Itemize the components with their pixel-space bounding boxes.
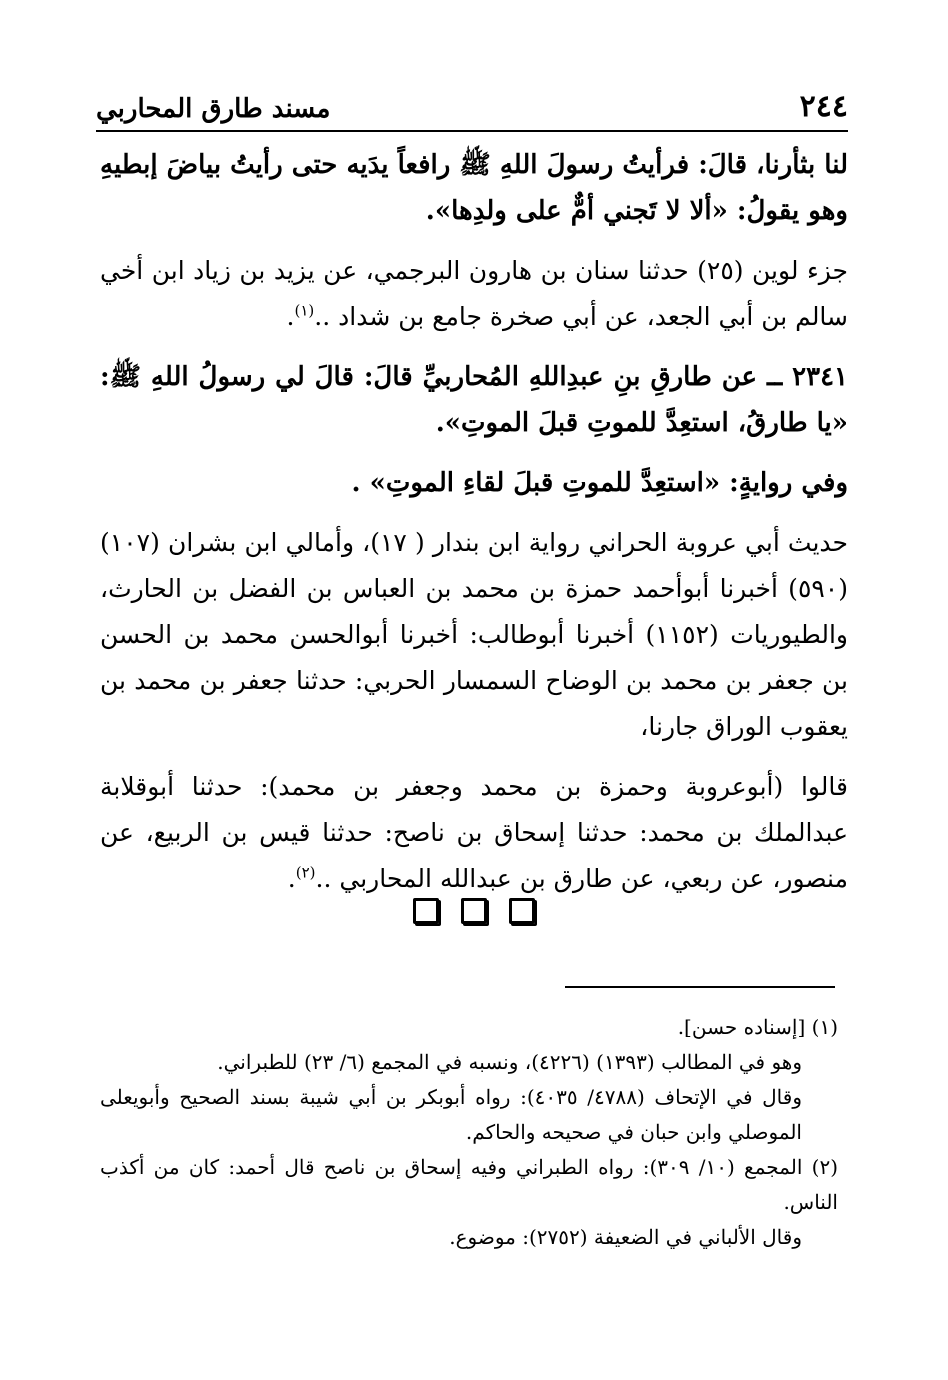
main-text	[100, 142, 848, 916]
hadith-variant: وفي روايةٍ: «استعِدَّ للموتِ قبلَ لقاءِ الموتِ» .	[351, 468, 848, 498]
takhrij-text-1: جزء لوين (٢٥) حدثنا سنان بن هارون البرجمي، عن يزيد بن زياد ابن أخي سالم بن أبي الجعد، عن أبي صخرة جامع بن شداد ..	[100, 256, 848, 331]
divider-square	[461, 898, 487, 924]
section-divider	[0, 898, 948, 924]
footnotes	[100, 1010, 838, 1255]
page-number: ٢٤٤	[799, 89, 848, 124]
hadith-continuation: لنا بثأرنا، قالَ: فرأيتُ رسولَ اللهِ ﷺ رافعاً يدَيه حتى رأيتُ بياضَ إبطيهِ وهو يقولُ: «ألا لا تَجني أمٌّ على ولدِها».	[100, 150, 848, 226]
takhrij-text-3: قالوا (أبوعروبة وحمزة بن محمد وجعفر بن محمد): حدثنا أبوقلابة عبدالملك بن محمد: حدثنا إسحاق بن ناصح: حدثنا قيس بن الربيع، عن منصور، عن ربعي، عن طارق بن عبدالله المحاربي ..	[100, 772, 848, 893]
takhrij-paragraph-3: قالوا (أبوعروبة وحمزة بن محمد وجعفر بن محمد): حدثنا أبوقلابة عبدالملك بن محمد: حدثنا إسحاق بن ناصح: حدثنا قيس بن الربيع، عن منصور، عن ربعي، عن طارق بن عبدالله المحاربي ..$^{(٢)}$.	[100, 772, 848, 893]
page-header	[96, 82, 848, 132]
footnote-2-line-2: وقال الألباني في الضعيفة (٢٧٥٢): موضوع.	[449, 1225, 802, 1249]
divider-square	[413, 898, 439, 924]
divider-square	[509, 898, 535, 924]
footnote-rule	[565, 986, 835, 988]
hadith-2341: ٢٣٤١ ــ عن طارقِ بنِ عبدِاللهِ المُحاربيِّ قالَ: قالَ لي رسولُ اللهِ ﷺ: «يا طارقُ، استعِدَّ للموتِ قبلَ الموتِ».	[100, 362, 848, 438]
takhrij-paragraph-2: حديث أبي عروبة الحراني رواية ابن بندار ( ١٧)، وأمالي ابن بشران (١٠٧) (٥٩٠) أخبرنا أبوأحمد حمزة بن محمد بن العباس بن الفضل بن الحارث، والطيوريات (١١٥٢) أخبرنا أبوطالب: أخبرنا أبوالحسن محمد بن الحسن بن جعفر بن محمد بن الوضاح السمسار الحربي: حدثنا جعفر بن محمد بن يعقوب الوراق جارنا،	[100, 528, 848, 741]
book-title: مسند طارق المحاربي	[96, 94, 331, 124]
footnote-ref-2: (٢)	[295, 863, 316, 882]
footnote-ref-1: (١)	[294, 301, 315, 320]
footnote-2-line-1: (٢) المجمع (١٠/ ٣٠٩): رواه الطبراني وفيه إسحاق بن ناصح قال أحمد: كان من أكذب الناس.	[100, 1155, 838, 1214]
footnote-1-line-1: (١) [إسناده حسن].	[677, 1015, 838, 1039]
footnote-1-line-3: وقال في الإتحاف (٤٧٨٨/ ٤٠٣٥): رواه أبوبكر بن أبي شيبة بسند الصحيح وأبويعلى الموصلي وابن حبان في صحيحه والحاكم.	[100, 1085, 802, 1144]
takhrij-paragraph-1: جزء لوين (٢٥) حدثنا سنان بن هارون البرجمي، عن يزيد بن زياد ابن أخي سالم بن أبي الجعد، عن أبي صخرة جامع بن شداد ..$^{(١)}$.	[100, 256, 848, 331]
footnote-1-line-2: وهو في المطالب (١٣٩٣) (٤٢٢٦)، ونسبه في المجمع (٦/ ٢٣) للطبراني.	[217, 1050, 802, 1074]
